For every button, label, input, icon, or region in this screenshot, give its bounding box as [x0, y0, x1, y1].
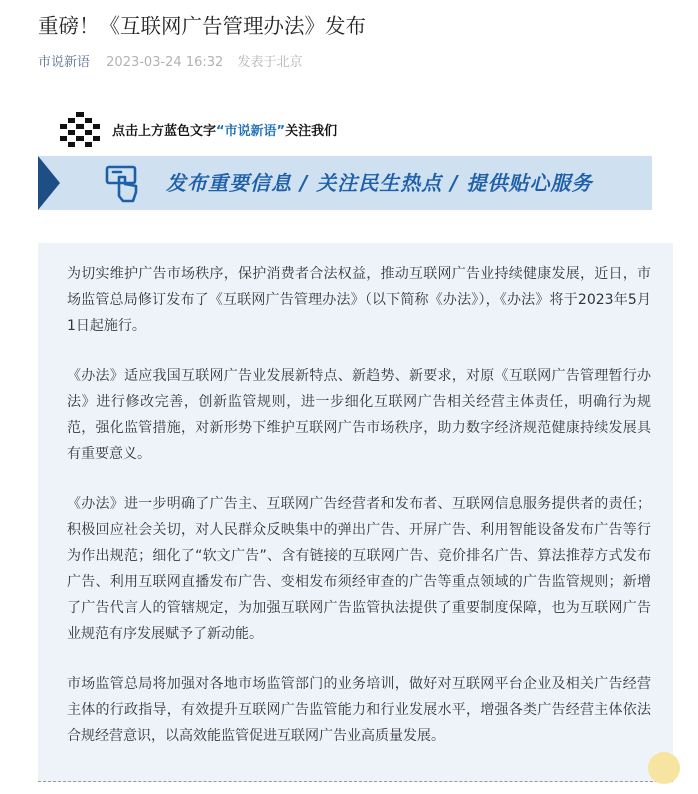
paragraph: 《办法》适应我国互联网广告业发展新特点、新趋势、新要求，对原《互联网广告管理暂行办法》进行修改完善，创新监管规则，进一步细化互联网广告相关经营主体责任，明确行为规范，强化监管措施，对新形势下维护互联网广告市场秩序，助力数字经济规范健康持续发展具有重要意义。	[67, 368, 651, 462]
article-body	[38, 243, 673, 782]
author-link[interactable]: 市说新语	[38, 55, 91, 70]
chevron-right-icon	[38, 156, 62, 210]
article-meta	[38, 52, 302, 74]
paragraph: 《办法》进一步明确了广告主、互联网广告经营者和发布者、互联网信息服务提供者的责任；积极回应社会关切，对人民群众反映集中的弹出广告、开屏广告、利用智能设备发布广告等行为作出规范；细化了“软文广告”、含有链接的互联网广告、竞价排名广告、算法推荐方式发布广告、利用互联网直播发布广告、变相发布须经审查的广告等重点领域的广告监管规则；新增了广告代言人的管辖规定，为加强互联网广告监管执法提供了重要制度保障，也为互联网广告业规范有序发展赋予了新动能。	[67, 496, 651, 642]
scroll-to-top-button[interactable]	[648, 752, 680, 784]
follow-suffix: 关注我们	[285, 124, 338, 139]
follow-prompt	[58, 112, 658, 146]
paragraph: 为切实维护广告市场秩序，保护消费者合法权益，推动互联网广告业持续健康发展，近日，市场监管总局修订发布了《互联网广告管理办法》（以下简称《办法》），《办法》将于2023年5月1日起施行。	[67, 266, 651, 334]
article-title: 重磅！《互联网广告管理办法》发布	[38, 14, 366, 38]
paragraph: 市场监管总局将加强对各地市场监管部门的业务培训，做好对互联网平台企业及相关广告经营主体的行政指导，有效提升互联网广告监管能力和行业发展水平，增强各类广告经营主体依法合规经营意识，以高效能监管促进互联网广告业高质量发展。	[67, 676, 651, 744]
pixel-diamond-icon	[58, 112, 102, 148]
follow-prefix: 点击上方蓝色文字	[112, 124, 217, 139]
banner-slogan: 发布重要信息 / 关注民生热点 / 提供贴心服务	[166, 171, 593, 195]
publish-date: 2023-03-24 16:32	[106, 55, 224, 70]
service-banner	[38, 156, 652, 210]
publish-location: 发表于北京	[237, 55, 303, 70]
hand-pointer-icon	[104, 164, 140, 204]
account-name-link[interactable]: “市说新语”	[216, 124, 286, 139]
follow-text	[112, 120, 337, 139]
